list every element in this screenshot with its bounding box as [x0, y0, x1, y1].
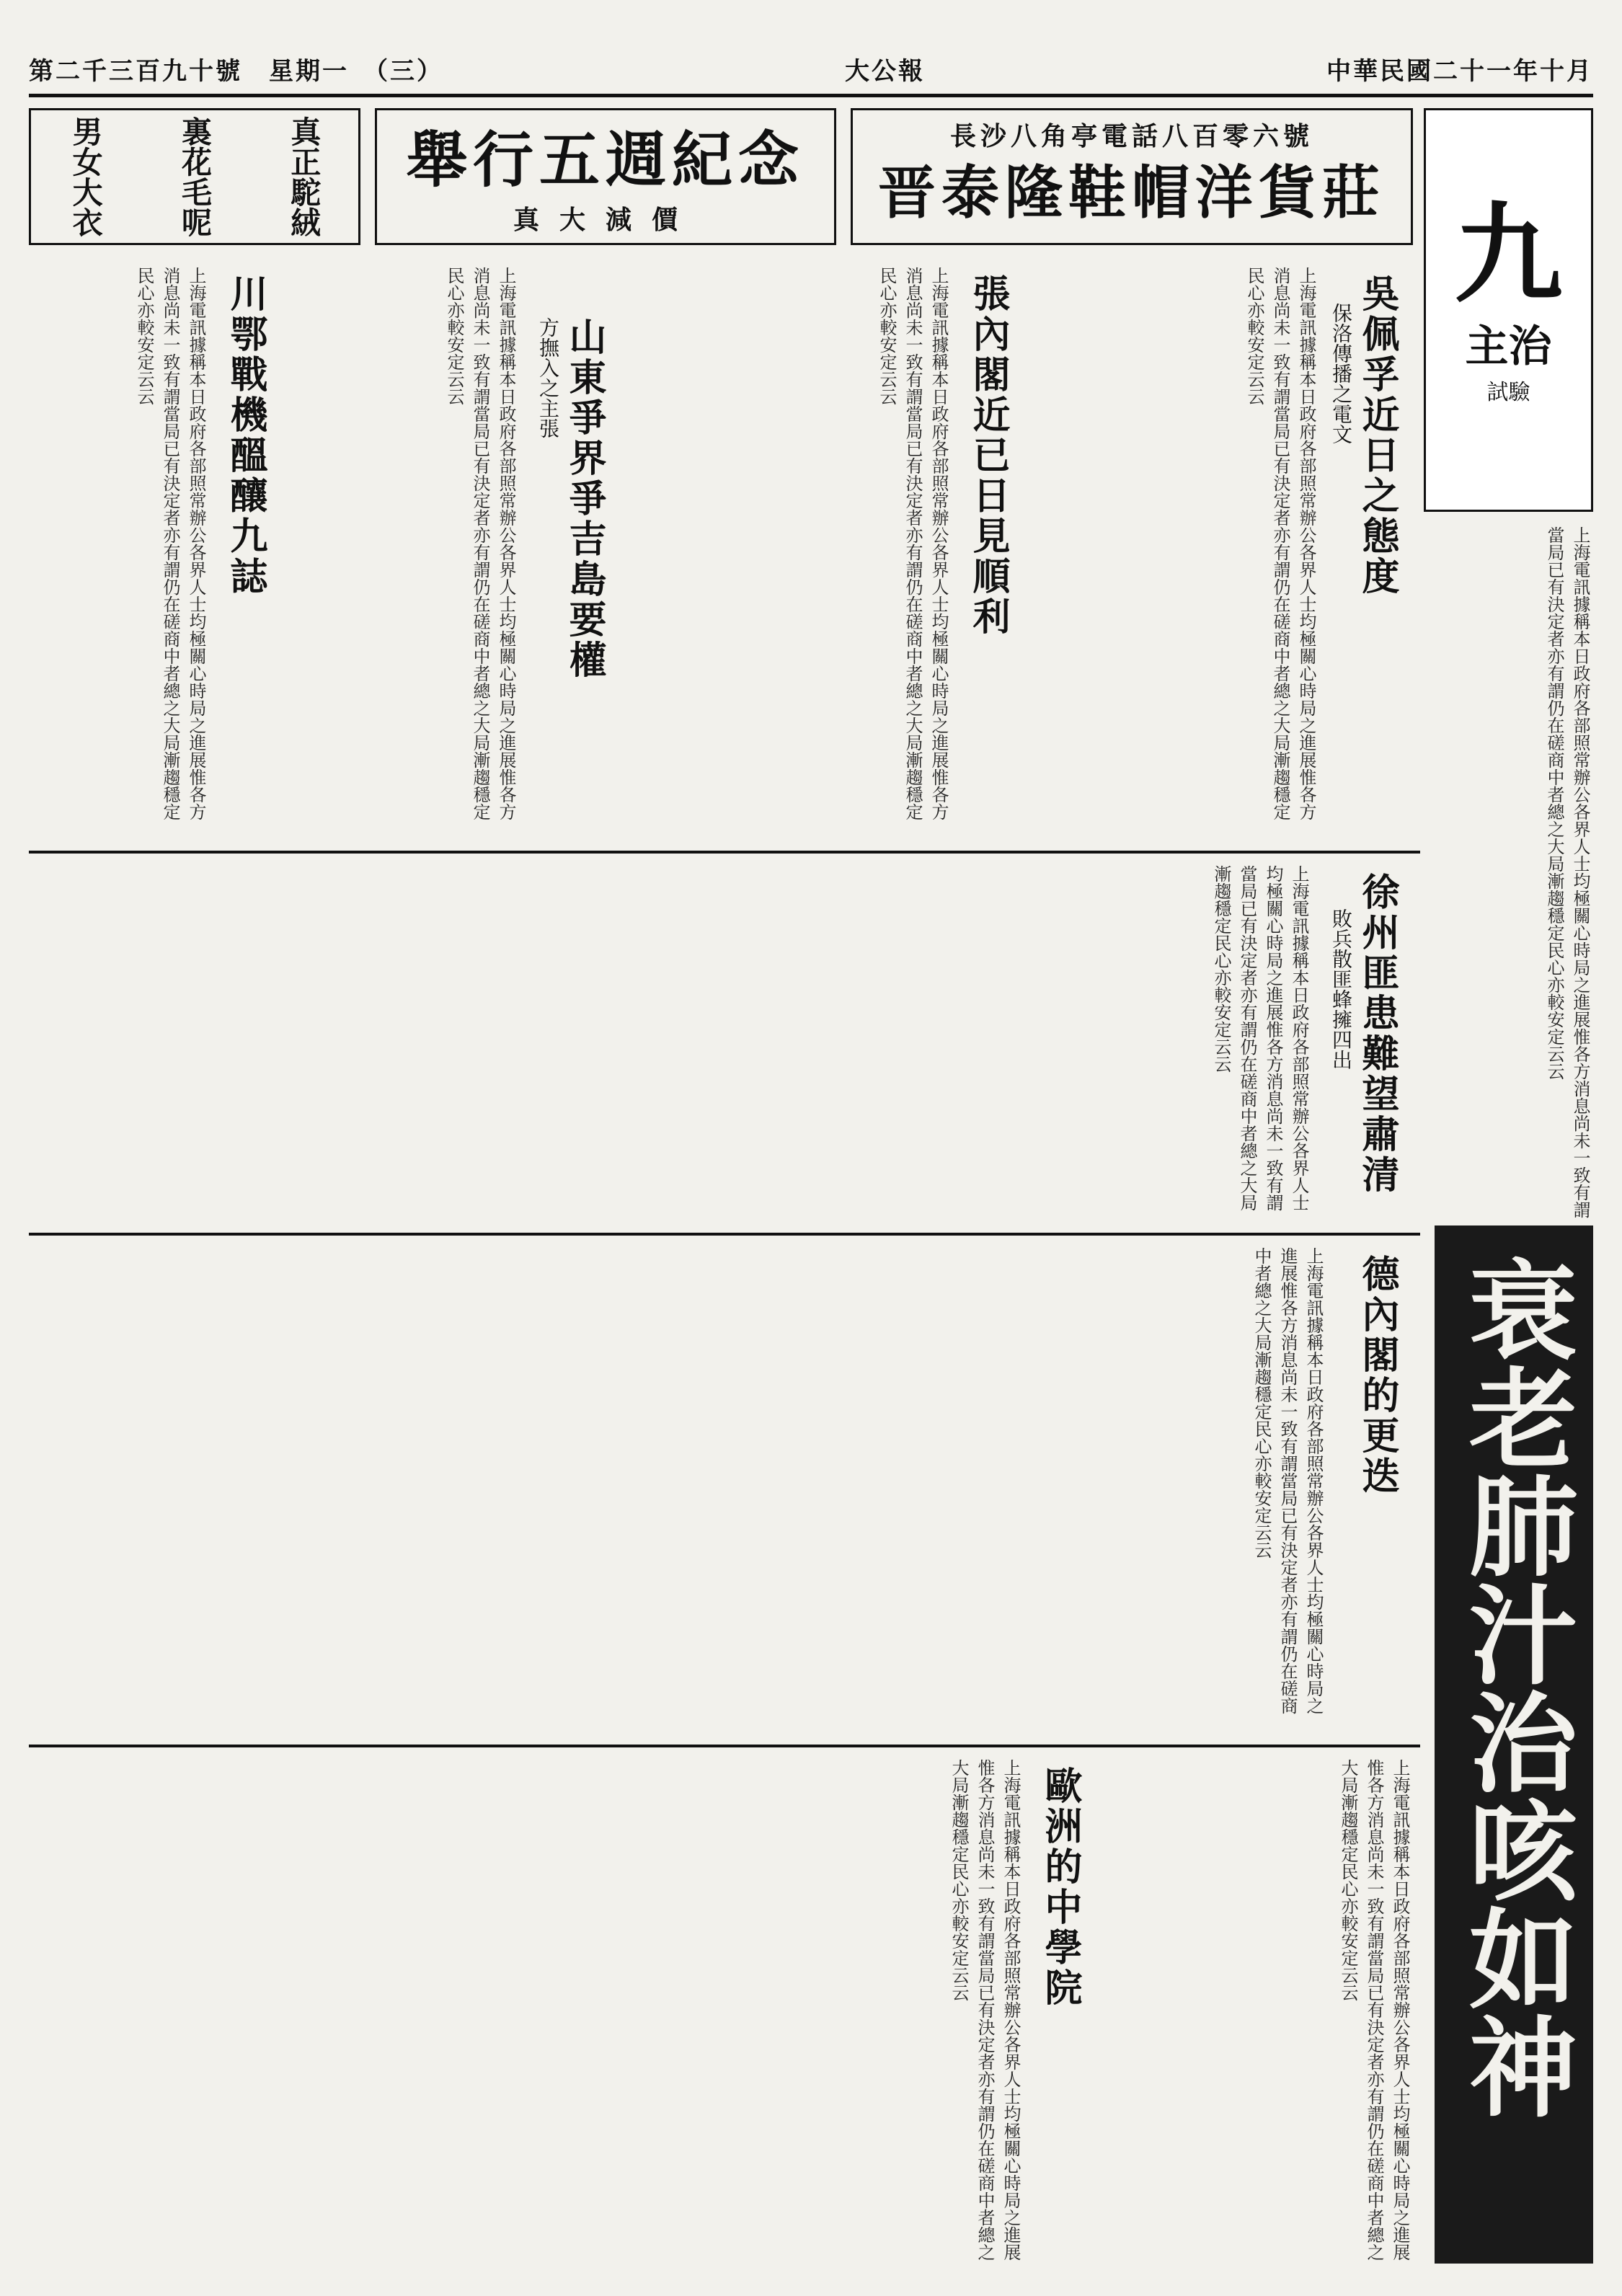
headline-zhang: 張內閣近已日見順利 [966, 274, 1010, 637]
subhead-xuzhou: 敗兵散匪蜂擁四出 [1329, 908, 1353, 1070]
body-shandong: 上海電訊據稱本日政府各部照常辦公各界人士均極關心時局之進展惟各方消息尚未一致有謂當局已有決定者亦有謂仍在磋商中者總之大局漸趨穩定民心亦較安定云云 [444, 267, 516, 820]
rule-3 [29, 1745, 1420, 1747]
body-zhang: 上海電訊據稱本日政府各部照常辦公各界人士均極關心時局之進展惟各方消息尚未一致有謂當局已有決定者亦有謂仍在磋商中者總之大局漸趨穩定民心亦較安定云云 [877, 267, 949, 820]
body-europe: 上海電訊據稱本日政府各部照常辦公各界人士均極關心時局之進展惟各方消息尚未一致有謂當局已有決定者亦有謂仍在磋商中者總之大局漸趨穩定民心亦較安定云云 [949, 1759, 1021, 2261]
ad-clothing-line-3: 男女大衣 [68, 116, 104, 237]
subhead-wu: 保洛傳播之電文 [1329, 303, 1353, 444]
ad-cough-remedy [1435, 1225, 1593, 2264]
headline-shandong: 山東爭界爭吉島要權 [562, 317, 606, 681]
headline-germany: 德內閣的更迭 [1355, 1254, 1399, 1497]
body-xuzhou: 上海電訊據稱本日政府各部照常辦公各界人士均極關心時局之進展惟各方消息尚未一致有謂當局已有決定者亦有謂仍在磋商中者總之大局漸趨穩定民心亦較安定云云 [1211, 865, 1309, 1211]
ad-shoe-store-name: 晋泰隆鞋帽洋貨莊 [878, 159, 1386, 226]
ad-anniversary [375, 108, 836, 245]
body-chuan: 上海電訊據稱本日政府各部照常辦公各界人士均極關心時局之進展惟各方消息尚未一致有謂當局已有決定者亦有謂仍在磋商中者總之大局漸趨穩定民心亦較安定云云 [134, 267, 206, 820]
ad-shoe-store-head: 長沙八角亭電話八百零六號 [949, 121, 1313, 151]
ad-anniversary-sub: 真大減價 [513, 205, 698, 235]
masthead-note: 試驗 [1486, 380, 1530, 405]
headline-xuzhou: 徐州匪患難望肅清 [1355, 872, 1399, 1195]
ad-cough-remedy-text: 衰老肺汁治咳如神 [1450, 1254, 1577, 2119]
ad-shoe-store [851, 108, 1413, 245]
masthead-panel [1424, 108, 1593, 512]
ad-clothing-line-2: 裏花毛呢 [177, 116, 213, 237]
ad-anniversary-title: 舉行五週紀念 [406, 124, 805, 195]
masthead-right: 中華民國二十一年十月 [1326, 56, 1593, 86]
ad-clothing-line-1: 真正駝絨 [286, 116, 322, 237]
ad-clothing [29, 108, 360, 245]
masthead-sub: 主治 [1465, 322, 1552, 372]
body-wu: 上海電訊據稱本日政府各部照常辦公各界人士均極關心時局之進展惟各方消息尚未一致有謂當局已有決定者亦有謂仍在磋商中者總之大局漸趨穩定民心亦較安定云云 [1244, 267, 1316, 820]
headline-europe: 歐洲的中學院 [1038, 1766, 1082, 2008]
body-europe-right: 上海電訊據稱本日政府各部照常辦公各界人士均極關心時局之進展惟各方消息尚未一致有謂當局已有決定者亦有謂仍在磋商中者總之大局漸趨穩定民心亦較安定云云 [1338, 1759, 1410, 2261]
body-germany: 上海電訊據稱本日政府各部照常辦公各界人士均極關心時局之進展惟各方消息尚未一致有謂當局已有決定者亦有謂仍在磋商中者總之大局漸趨穩定民心亦較安定云云 [1251, 1247, 1324, 1714]
body-masthead-lower: 上海電訊據稱本日政府各部照常辦公各界人士均極關心時局之進展惟各方消息尚未一致有謂當局已有決定者亦有謂仍在磋商中者總之大局漸趨穩定民心亦較安定云云 [1544, 526, 1590, 1218]
masthead-title: 九 [1454, 191, 1563, 318]
rule-2 [29, 1233, 1420, 1236]
masthead-strip [29, 43, 1593, 97]
subhead-shandong: 方撫入之主張 [536, 317, 560, 438]
masthead-left: 第二千三百九十號 星期一 （三） [29, 56, 443, 86]
headline-chuan: 川鄂戰機醞釀九誌 [223, 274, 267, 597]
headline-wu: 吳佩孚近日之態度 [1355, 274, 1399, 597]
rule-1 [29, 851, 1420, 854]
masthead-center: 大公報 [845, 56, 925, 86]
